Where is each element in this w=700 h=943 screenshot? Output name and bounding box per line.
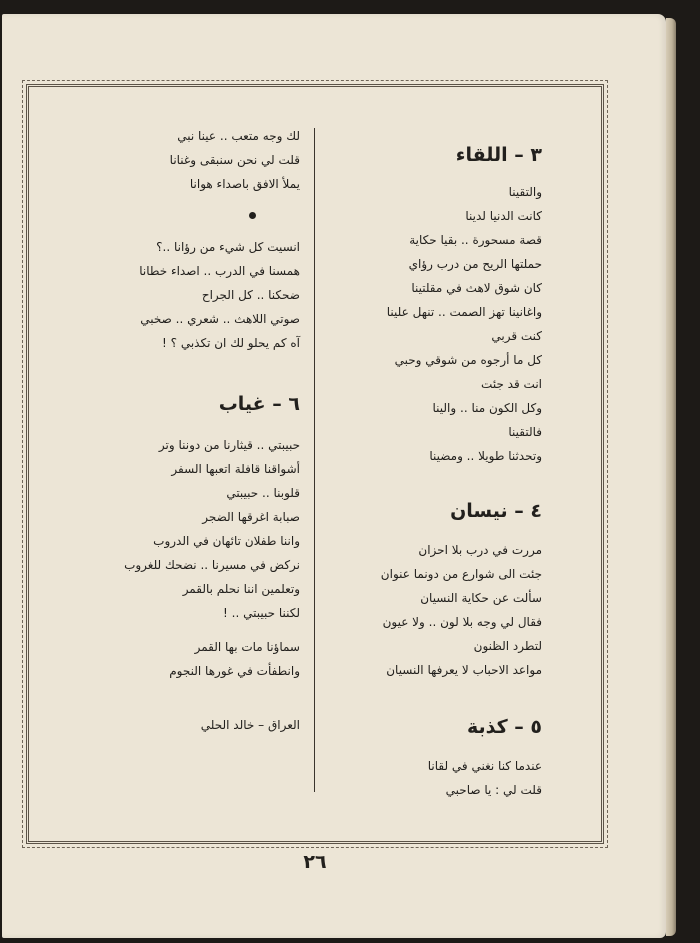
poem-line: كانت الدنيا لدينا	[465, 209, 542, 223]
poem-line: وانطفأت في غورها النجوم	[169, 664, 300, 678]
poem-line: حملتها الريح من درب رؤاي	[408, 257, 542, 271]
poem-line: وتعلمين اننا نحلم بالقمر	[182, 582, 300, 596]
poem-line: انت قد جئت	[481, 377, 542, 391]
poem-line: ضحكنا .. كل الجراح	[201, 288, 300, 302]
poem-line: مواعد الاحباب لا يعرفها النسيان	[386, 663, 542, 677]
poem-line: سألت عن حكاية النسيان	[420, 591, 542, 605]
poem-line: نركض في مسيرنا .. نضحك للغروب	[124, 558, 300, 572]
poem-line: قلت لي نحن سنبقى وغنانا	[169, 153, 300, 167]
poem-line: لكننا حبيبتي .. !	[223, 606, 300, 620]
separator-dot	[249, 212, 256, 219]
section-title-ghiyab: ٦ – غياب	[218, 393, 300, 415]
poem-line: فقال لي وجه بلا لون .. ولا عيون	[382, 615, 542, 629]
right-column	[342, 140, 542, 802]
poem-line: حبيبتي .. قيثارنا من دوننا وتر	[158, 438, 300, 452]
section-title-nisan: ٤ – نيسان	[450, 500, 542, 522]
poem-line: وتحدثنا طويلا .. ومضينا	[429, 449, 542, 463]
stanza-gap	[80, 625, 300, 635]
poem-line: قصة مسحورة .. بقيا حكاية	[409, 233, 542, 247]
poem-line: لك وجه متعب .. عينا نبي	[177, 129, 300, 143]
poem-line: فالتقينا	[508, 425, 542, 439]
poem-line: كان شوق لاهث في مقلتينا	[411, 281, 542, 295]
poem-line: جئت الى شوارع من دونما عنوان	[380, 567, 542, 581]
left-column	[80, 124, 300, 737]
poem-line: صوتي اللاهث .. شعري .. صخبي	[140, 312, 300, 326]
page-number: ٢٦	[303, 851, 327, 873]
poem-line: كل ما أرجوه من شوقي وحبي	[394, 353, 542, 367]
poem-line: لتطرد الظنون	[473, 639, 542, 653]
poem-line: همسنا في الدرب .. اصداء خطانا	[139, 264, 300, 278]
poem-line: أشواقنا قافلة اتعبها السفر	[171, 462, 300, 476]
page-edge	[666, 18, 676, 936]
column-divider	[314, 128, 315, 792]
section-title-kidhba: ٥ – كذبة	[466, 716, 542, 738]
section-title-liqaa: ٣ – اللقاء	[455, 144, 542, 166]
poem-line: واننا طفلان تائهان في الدروب	[153, 534, 300, 548]
poem-line: آه كم يحلو لك ان تكذبي ؟ !	[162, 336, 300, 350]
poem-line: يملأ الافق باصداء هوانا	[189, 177, 300, 191]
poem-line: وكل الكون منا .. والينا	[432, 401, 542, 415]
poem-line: واغانينا تهز الصمت .. تنهل علينا	[386, 305, 542, 319]
poem-line: عندما كنا نغني في لقانا	[427, 759, 542, 773]
poem-line: مررت في درب بلا احزان	[418, 543, 542, 557]
poem-line: سماؤنا مات بها القمر	[194, 640, 300, 654]
poem-line: انسيت كل شيء من رؤانا ..؟	[156, 240, 300, 254]
poem-line: كنت قربي	[491, 329, 542, 343]
poem-line: والتقينا	[508, 185, 542, 199]
poem-line: قلت لي : يا صاحبي	[445, 783, 542, 797]
poem-line: قلوبنا .. حبيبتي	[226, 486, 300, 500]
poem-line: صبابة اغرقها الضجر	[202, 510, 300, 524]
author-signature: العراق – خالد الحلي	[200, 718, 300, 732]
